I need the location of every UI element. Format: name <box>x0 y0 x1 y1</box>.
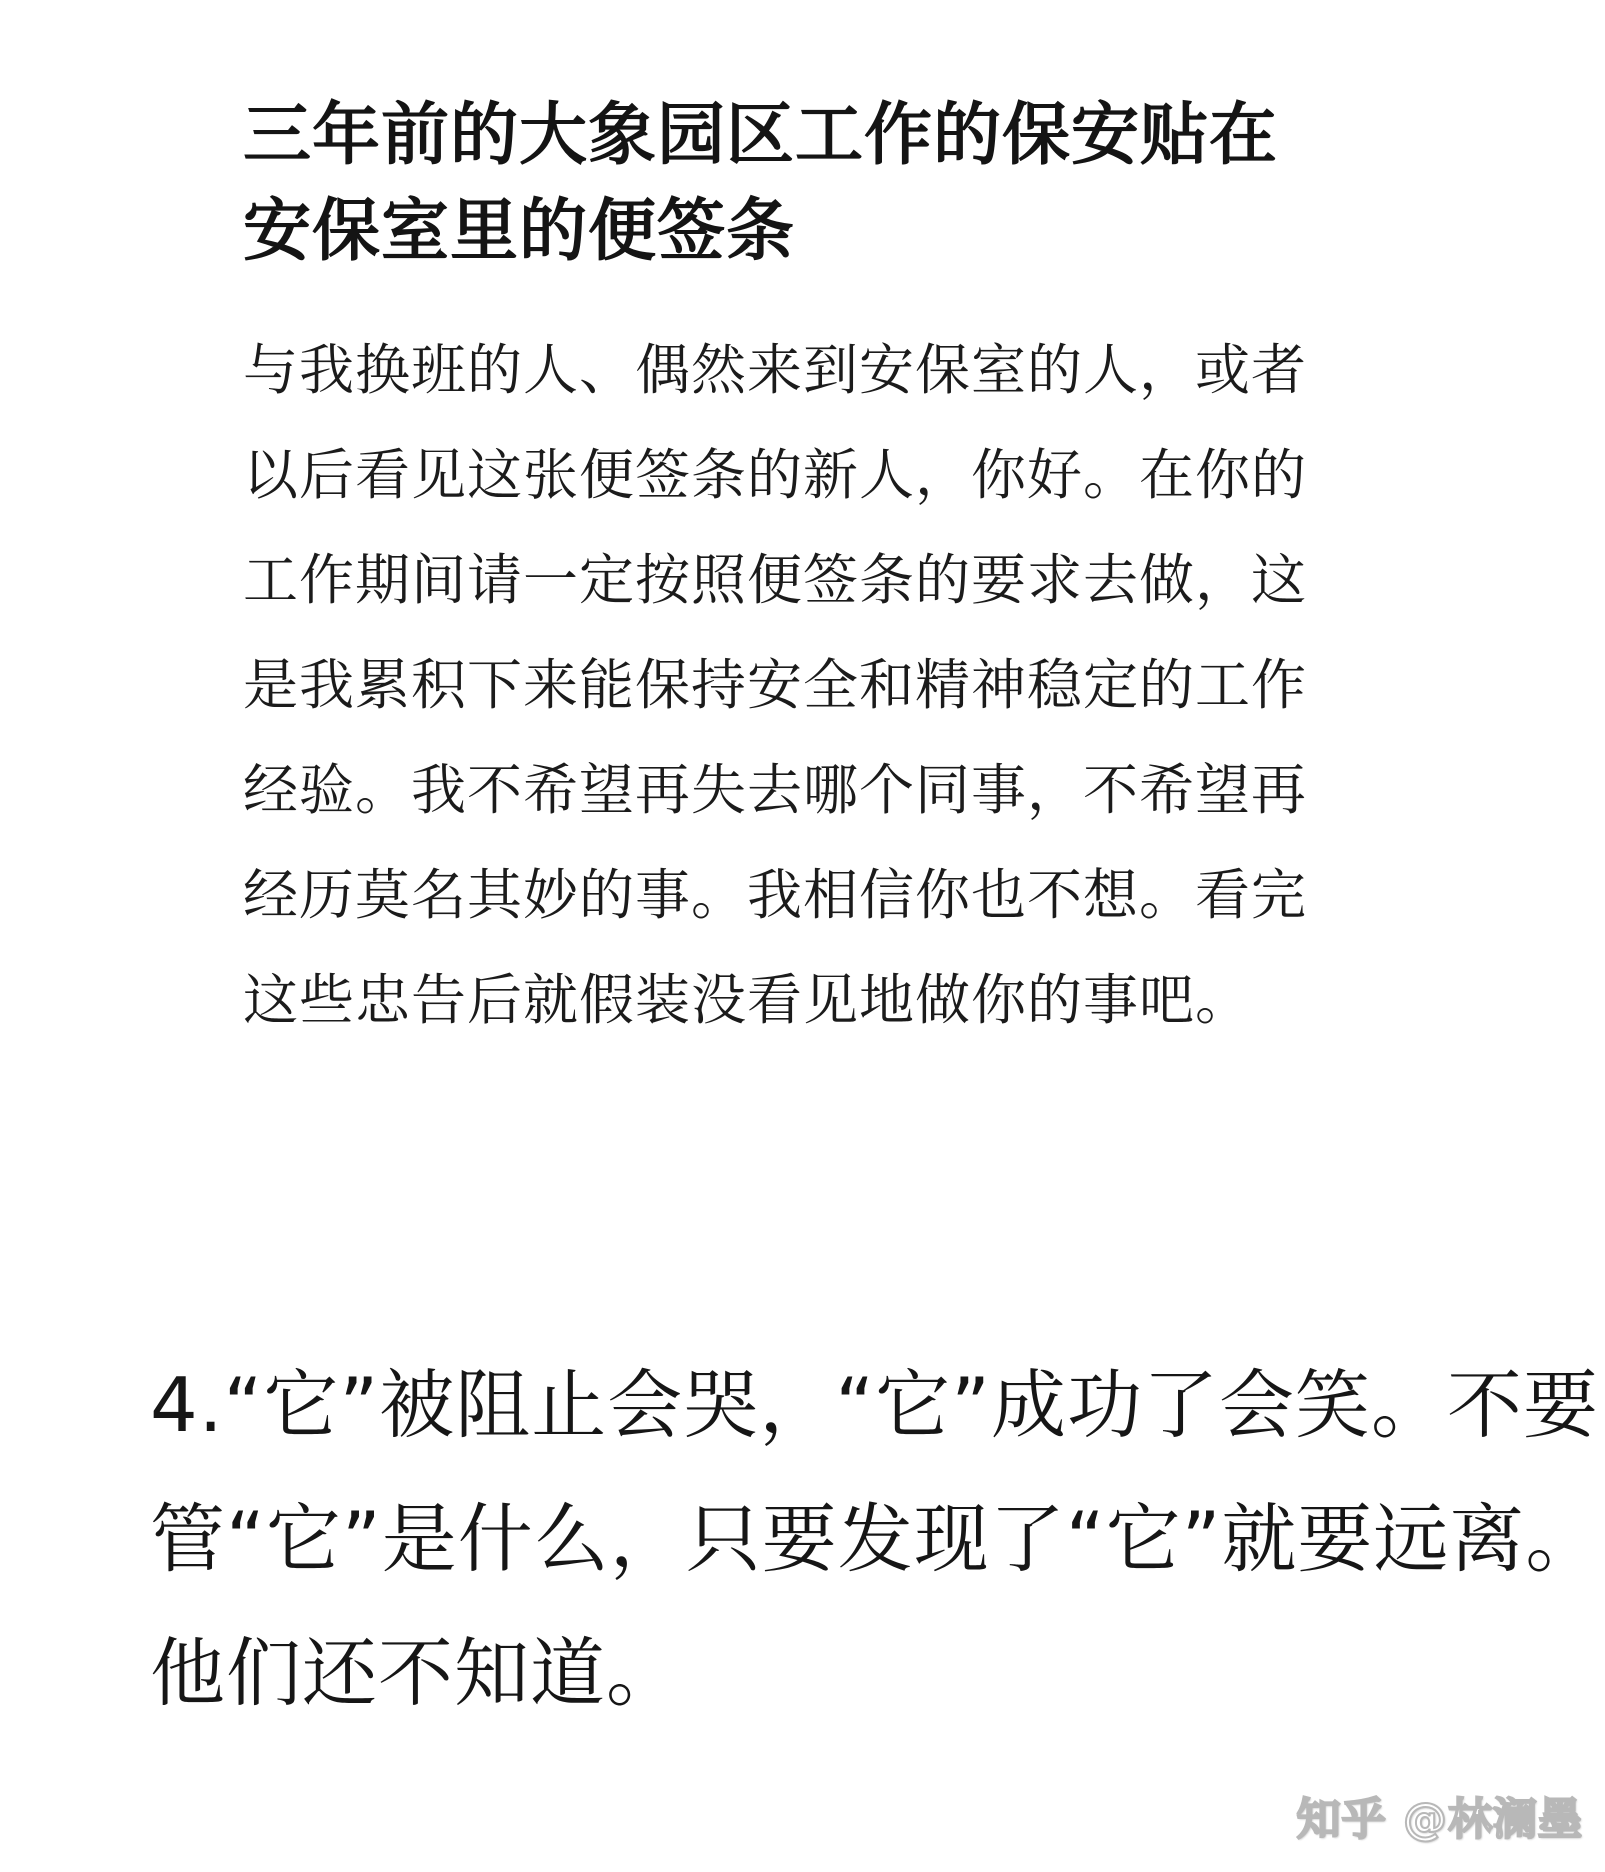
rule-paragraph <box>150 1338 1602 1740</box>
note-body-line: 经历莫名其妙的事。我相信你也不想。看完 <box>243 863 1308 927</box>
note-title-line: 安保室里的便签条 <box>243 192 796 271</box>
note-body-line: 与我换班的人、偶然来到安保室的人，或者 <box>243 338 1308 402</box>
watermark: 知乎 @林澜墨 <box>1296 1794 1583 1845</box>
note-body <box>243 318 1383 1053</box>
note-body-line: 以后看见这张便签条的新人，你好。在你的 <box>243 443 1308 507</box>
rule-line: 4.“它”被阻止会哭，“它”成功了会笑。不要 <box>150 1361 1599 1449</box>
note-title-line: 三年前的大象园区工作的保安贴在 <box>243 96 1279 175</box>
note-body-line: 是我累积下来能保持安全和精神稳定的工作 <box>243 653 1308 717</box>
rule-line: 他们还不知道。 <box>150 1629 683 1717</box>
note-body-line: 经验。我不希望再失去哪个同事，不希望再 <box>243 758 1308 822</box>
note-body-line: 这些忠告后就假装没看见地做你的事吧。 <box>243 968 1252 1032</box>
rule-line: 管“它”是什么，只要发现了“它”就要远离。 <box>150 1495 1602 1583</box>
note-title <box>243 88 1383 280</box>
note-body-line: 工作期间请一定按照便签条的要求去做，这 <box>243 548 1308 612</box>
